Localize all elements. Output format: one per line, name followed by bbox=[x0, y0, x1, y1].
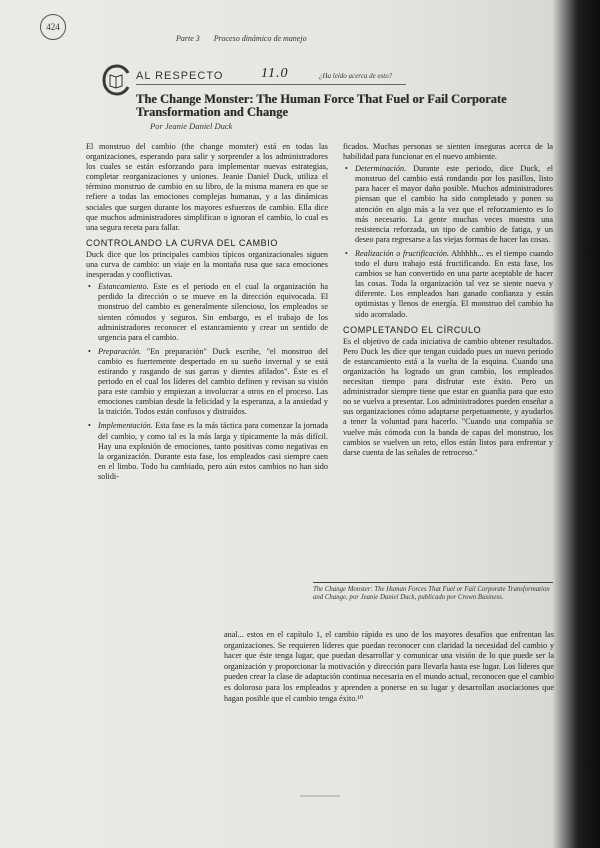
source-note: The Change Monster: The Human Forces That Fuel or Fail Corporate Transformation and Change, por Jeanie Daniel Duck, publicado por Crown Business. bbox=[313, 582, 553, 602]
open-book-icon bbox=[100, 64, 130, 96]
list-item bbox=[88, 346, 329, 418]
bullet-icon: • bbox=[88, 421, 91, 431]
body-paragraph: anal... estos en el capítulo 1, el cambio rápido es uno de los mayores desafíos que enfrentan las organizaciones. Se requieren líderes que puedan reconocer con claridad la necesidad del cambio y hacer que éste tenga lugar, que puedan desarrollar y comunicar una visión de lo que puede ser la organización y proporcionar la motivación y dirección para llevarla hasta ese lugar. Los líderes que pueden crear la clase de adaptación continua necesaria en el mundo actual, reconocen que el cambio es doloroso para los empleados y aprenden a ponerse en su lugar y desarrollan asociaciones que hagan posible que el cambio tenga éxito.¹⁰ bbox=[224, 630, 554, 703]
bullet-icon: • bbox=[345, 164, 348, 174]
page-smudge bbox=[300, 795, 340, 797]
section-heading: COMPLETANDO EL CÍRCULO bbox=[343, 324, 482, 335]
list-item bbox=[88, 282, 329, 343]
continuation-paragraph: ficados. Muchas personas se sienten inseguras acerca de la habilidad para funcionar en el nuevo ambiente. bbox=[343, 142, 553, 162]
handwritten-note: 11.0 bbox=[261, 66, 289, 81]
section-label: Proceso dinámico de manejo bbox=[213, 34, 307, 43]
term: Estancamiento. bbox=[98, 282, 149, 292]
bullet-icon: • bbox=[345, 248, 348, 258]
list-item bbox=[345, 164, 553, 245]
item-text: Esta fase es la más táctica para comenzar la jornada del cambio, y como tal es la más larga y típicamente la más difícil. Hay una explosión de emociones, tanto positivas como negativas en la organización. Durante esta fase, los empleados casi siempre caen en el limbo. Todo ha cambiado, pero aún estos cambios no han sido solidi- bbox=[98, 421, 329, 481]
running-head bbox=[176, 34, 307, 43]
item-text: Durante este periodo, dice Duck, el monstruo del cambio está rondando por los pasillos, listo para hacer el mayor daño posible. Muchos administradores piensan que el cambio ha sido completado y ponen su atención en algo más a la vez que el reforzamiento es lo más necesario. La gente muchas veces muestra una resistencia reforzada, un tipo de cambio de fatiga, y un deseo para regresarse a las viejas formas de hacer las cosas. bbox=[355, 164, 553, 244]
item-text: "En preparación" Duck escribe, "el monstruo del cambio es fuertemente despertado en su sueño invernal y se está estirando y rasgando de sus garras y dientes afilados". Éste es el periodo en el cual los líderes del cambio definen y revisan su visión para este cambio y empiezan a involucrar a otros en el proceso. Las emociones cambian desde la felicidad y la esperanza, a la ansiedad y la traición. Todos están confusos y distraídos. bbox=[98, 346, 329, 417]
article-byline: Por Jeanie Daniel Duck bbox=[150, 121, 233, 131]
list-item bbox=[345, 248, 553, 320]
al-respecto-label: AL RESPECTO bbox=[136, 70, 224, 82]
right-column bbox=[343, 142, 553, 460]
article-title: The Change Monster: The Human Force That Fuel or Fail Corporate Transformation and Change bbox=[136, 92, 507, 119]
term: Preparación. bbox=[98, 346, 142, 356]
phase-list bbox=[86, 282, 328, 482]
term: Implementación. bbox=[98, 421, 153, 431]
bullet-icon: • bbox=[88, 282, 91, 292]
item-text: Ahhhhh... es el tiempo cuando todo el duro trabajo está fructificando. En esta fase, los cambios se han convertido en una parte aceptable de hacer las cosas. Toda la organización tal vez se siente nueva y diferente. Los empleados han ganado confianza y están optimistas y llenos de energía. El monstruo del cambio ha sido acorralado. bbox=[355, 248, 553, 319]
list-item bbox=[88, 421, 329, 482]
part-label: Parte 3 bbox=[176, 34, 200, 43]
al-respecto-box bbox=[136, 66, 406, 85]
intro-paragraph: El monstruo del cambio (the change monster) está en todas las organizaciones, esperando para salir y sorprender a los administradores los cuales se están esforzando para implementar nuevas estrategias, completar reorganizaciones y uniones. Jeanie Daniel Duck, utiliza el término monstruo de cambio en su libro, de la misma manera en que se refiere a todas las emociones complejas humanas, y a las dinámicas sociales que surgen durante los mayores esfuerzos de cambio. Ella dice que muchos administradores simplifican o ignoran el cambio, lo cual es una segura receta para fallar. bbox=[86, 142, 328, 232]
bullet-icon: • bbox=[88, 346, 91, 356]
phase-list bbox=[343, 164, 553, 319]
term: Determinación. bbox=[355, 164, 407, 174]
heading-intro: Duck dice que los principales cambios típicos organizacionales siguen una curva de cambio: un viaje en la montaña rusa que saca emociones inesperadas y conflictivas. bbox=[86, 249, 328, 280]
section-heading: CONTROLANDO LA CURVA DEL CAMBIO bbox=[86, 237, 278, 248]
item-text: Este es el periodo en el cual la organización ha perdido la dirección o se mueve en la dirección equivocada. El monstruo del cambio es generalmente silencioso, los empleados se sienten cómodos y seguros. Sin embargo, es el trabajo de los administradores reconocer el estancamiento y crear un sentido de urgencia para el cambio. bbox=[98, 282, 329, 342]
closing-paragraph: Es el objetivo de cada iniciativa de cambio obtener resultados. Pero Duck les dice que tengan cuidado pues un nuevo periodo de estancamiento está a la vuelta de la esquina. Cuando una organización ha logrado un gran cambio, los empleados necesitan tiempo para disfrutar este éxito. Pero un administrador siempre tiene que estar en guardia para que esto no se vuelva a presentar. Los administradores pueden enseñar a sus organizaciones cómo adaptarse perpetuamente, y ayudarlos a tener la voluntad para hacerlo. "Cuando una compañía se vuelve más cómoda con la banda de capas del monstruo, los cambios se vuelven un reto, ellos están listos para enfrentar y darse cuenta de las señales de retroceso." bbox=[343, 336, 553, 457]
scan-edge-shadow bbox=[577, 0, 600, 848]
term: Realización o fructificación. bbox=[355, 248, 450, 258]
left-column bbox=[86, 142, 328, 486]
page-number: 424 bbox=[40, 14, 66, 40]
question-label: ¿Ha leído acerca de esto? bbox=[319, 72, 393, 80]
